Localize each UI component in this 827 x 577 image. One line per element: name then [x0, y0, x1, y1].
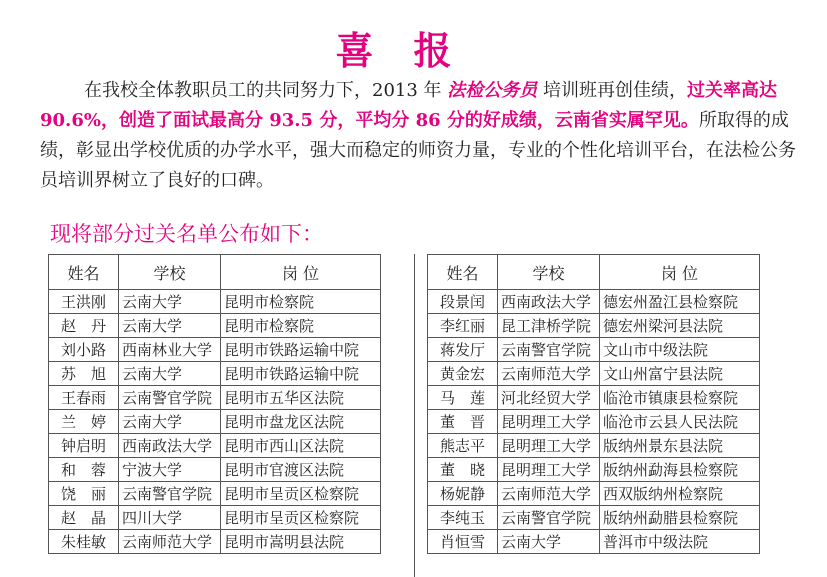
table-row: [49, 458, 381, 482]
cell-name: 王洪刚: [49, 290, 119, 314]
header-name: 姓名: [49, 255, 119, 290]
cell-school: 云南警官学院: [119, 482, 221, 506]
cell-school: 云南警官学院: [498, 506, 600, 530]
header-position: 岗 位: [600, 255, 760, 290]
header-school: 学校: [498, 255, 600, 290]
cell-name: 杨妮静: [428, 482, 498, 506]
cell-name: 朱桂敏: [49, 530, 119, 554]
cell-position: 文山州富宁县法院: [600, 362, 760, 386]
cell-school: 云南大学: [119, 314, 221, 338]
cell-position: 临沧市镇康县检察院: [600, 386, 760, 410]
cell-position: 昆明市呈贡区检察院: [221, 506, 381, 530]
cell-school: 昆明理工大学: [498, 458, 600, 482]
page-title: 喜报: [335, 28, 492, 73]
cell-position: 德宏州梁河县法院: [600, 314, 760, 338]
cell-name: 赵 丹: [49, 314, 119, 338]
cell-school: 四川大学: [119, 506, 221, 530]
header-name: 姓名: [428, 255, 498, 290]
table-row: [49, 506, 381, 530]
cell-name: 王春雨: [49, 386, 119, 410]
cell-position: 版纳州勐海县检察院: [600, 458, 760, 482]
list-subtitle: 现将部分过关名单公布如下：: [50, 222, 323, 246]
table-row: [428, 386, 760, 410]
cell-position: 昆明市铁路运输中院: [221, 362, 381, 386]
cell-school: 云南大学: [119, 410, 221, 434]
table-row: [428, 338, 760, 362]
cell-school: 西南林业大学: [119, 338, 221, 362]
cell-name: 赵 晶: [49, 506, 119, 530]
table-row: [49, 362, 381, 386]
intro-text-3: 所取得的成绩，彰显出学校优质的办学水平，强大而稳定的师资力量，专业的个性化培训平台，在法检公务员培训界树立了良好的口碑。: [40, 110, 796, 191]
cell-name: 刘小路: [49, 338, 119, 362]
cell-school: 西南政法大学: [498, 290, 600, 314]
cell-position: 普洱市中级法院: [600, 530, 760, 554]
table-divider: [414, 254, 415, 577]
table-row: [49, 386, 381, 410]
cell-position: 昆明市检察院: [221, 314, 381, 338]
cell-name: 兰 婷: [49, 410, 119, 434]
table-row: [428, 458, 760, 482]
table-row: [49, 482, 381, 506]
cell-school: 河北经贸大学: [498, 386, 600, 410]
cell-position: 昆明市嵩明县法院: [221, 530, 381, 554]
cell-school: 昆明理工大学: [498, 410, 600, 434]
cell-name: 李纯玉: [428, 506, 498, 530]
cell-position: 昆明市铁路运输中院: [221, 338, 381, 362]
cell-position: 版纳州勐腊县检察院: [600, 506, 760, 530]
header-school: 学校: [119, 255, 221, 290]
right-name-table: [427, 254, 760, 554]
cell-name: 饶 丽: [49, 482, 119, 506]
left-name-table: [48, 254, 381, 554]
intro-brand: 法检公务员: [447, 80, 538, 101]
table-row: [428, 314, 760, 338]
cell-position: 版纳州景东县法院: [600, 434, 760, 458]
cell-school: 云南师范大学: [119, 530, 221, 554]
cell-position: 昆明市五华区法院: [221, 386, 381, 410]
cell-school: 云南警官学院: [498, 338, 600, 362]
cell-position: 西双版纳州检察院: [600, 482, 760, 506]
cell-name: 苏 旭: [49, 362, 119, 386]
intro-paragraph: [40, 76, 800, 196]
cell-position: 昆明市西山区法院: [221, 434, 381, 458]
table-row: [428, 530, 760, 554]
cell-school: 云南师范大学: [498, 362, 600, 386]
table-header-row: [49, 255, 381, 290]
cell-position: 昆明市盘龙区法院: [221, 410, 381, 434]
cell-name: 蒋发厅: [428, 338, 498, 362]
cell-name: 段景闰: [428, 290, 498, 314]
table-row: [49, 530, 381, 554]
cell-name: 熊志平: [428, 434, 498, 458]
table-row: [428, 362, 760, 386]
table-row: [428, 506, 760, 530]
cell-position: 德宏州盈江县检察院: [600, 290, 760, 314]
cell-school: 昆工津桥学院: [498, 314, 600, 338]
cell-school: 西南政法大学: [119, 434, 221, 458]
table-row: [49, 314, 381, 338]
intro-text-1: 在我校全体教职员工的共同努力下，2013 年: [84, 80, 448, 101]
cell-position: 昆明市呈贡区检察院: [221, 482, 381, 506]
cell-school: 云南大学: [119, 290, 221, 314]
table-row: [428, 482, 760, 506]
cell-name: 马 莲: [428, 386, 498, 410]
cell-name: 李红丽: [428, 314, 498, 338]
intro-highlight: 过关率高达 90.6%，创造了面试最高分 93.5 分，平均分 86 分的好成绩，云南省实属罕见。: [40, 80, 777, 131]
table-row: [428, 434, 760, 458]
table-row: [49, 290, 381, 314]
table-row: [49, 338, 381, 362]
cell-position: 昆明市官渡区法院: [221, 458, 381, 482]
cell-name: 和 蓉: [49, 458, 119, 482]
table-header-row: [428, 255, 760, 290]
table-row: [428, 410, 760, 434]
cell-name: 黄金宏: [428, 362, 498, 386]
header-position: 岗 位: [221, 255, 381, 290]
table-row: [49, 410, 381, 434]
table-row: [49, 434, 381, 458]
cell-name: 肖恒雪: [428, 530, 498, 554]
cell-school: 云南警官学院: [119, 386, 221, 410]
table-row: [428, 290, 760, 314]
cell-name: 钟启明: [49, 434, 119, 458]
cell-school: 宁波大学: [119, 458, 221, 482]
cell-school: 云南大学: [119, 362, 221, 386]
cell-position: 文山市中级法院: [600, 338, 760, 362]
cell-school: 昆明理工大学: [498, 434, 600, 458]
cell-name: 董 晋: [428, 410, 498, 434]
cell-name: 董 晓: [428, 458, 498, 482]
intro-text-2: 培训班再创佳绩，: [537, 80, 687, 101]
cell-position: 昆明市检察院: [221, 290, 381, 314]
cell-position: 临沧市云县人民法院: [600, 410, 760, 434]
cell-school: 云南师范大学: [498, 482, 600, 506]
cell-school: 云南大学: [498, 530, 600, 554]
